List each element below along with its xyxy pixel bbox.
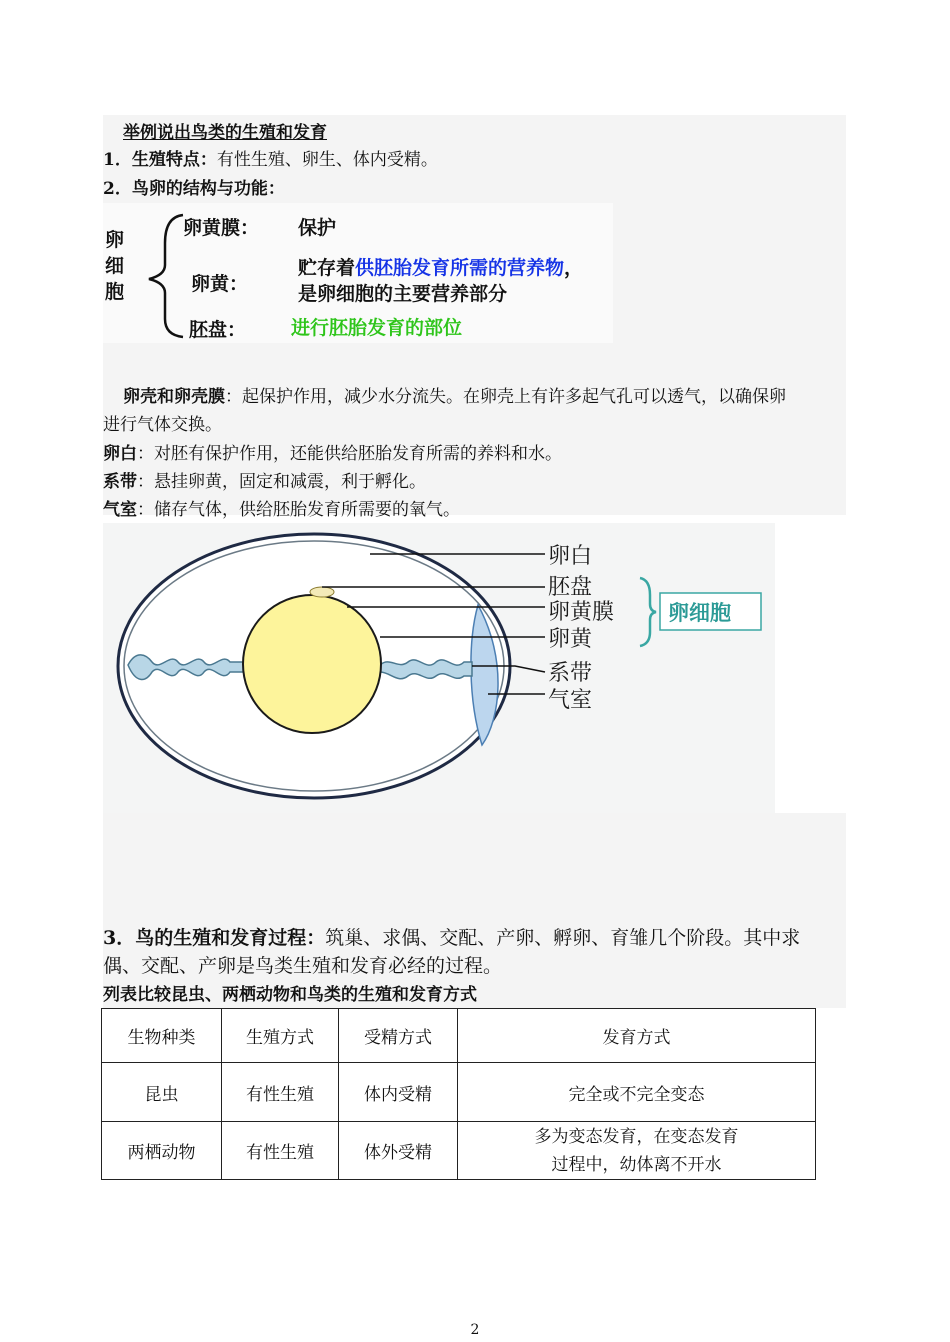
yolk-desc-prefix: 贮存着 bbox=[298, 257, 356, 279]
cell-fertilization: 体外受精 bbox=[339, 1122, 458, 1180]
part-sep: ： bbox=[137, 472, 154, 492]
header-development: 发育方式 bbox=[458, 1009, 816, 1063]
section-heading: 举例说出鸟类的生殖和发育 bbox=[123, 123, 327, 143]
table-caption: 列表比较昆虫、两栖动物和鸟类的生殖和发育方式 bbox=[103, 985, 477, 1005]
diagram-brace-icon bbox=[640, 578, 656, 646]
row-yolk-name: 卵黄： bbox=[191, 273, 249, 295]
part-label: 系带 bbox=[103, 472, 137, 492]
section3-text: 筑巢、求偶、交配、产卵、孵卵、育雏几个阶段。其中求 bbox=[325, 927, 801, 949]
label-yolk: 卵黄 bbox=[548, 627, 593, 652]
cell-organism: 两栖动物 bbox=[102, 1122, 222, 1180]
label-yolk-membrane: 卵黄膜 bbox=[548, 600, 615, 625]
part-sep: ： bbox=[225, 387, 242, 407]
part-text: 储存气体，供给胚胎发育所需要的氧气。 bbox=[154, 500, 460, 520]
cell-organism: 昆虫 bbox=[102, 1063, 222, 1122]
table-row bbox=[102, 1122, 816, 1180]
part-label: 卵白 bbox=[103, 444, 137, 464]
cell-development bbox=[458, 1122, 816, 1180]
item-text: 有性生殖、卵生、体内受精。 bbox=[216, 150, 438, 170]
cell-reproduction: 有性生殖 bbox=[222, 1063, 339, 1122]
group-label-egg-cell: 卵细胞 bbox=[105, 229, 125, 303]
comparison-table bbox=[101, 1008, 816, 1180]
row-yolk-desc-line2: 是卵细胞的主要营养部分 bbox=[298, 283, 508, 305]
part-text: 起保护作用，减少水分流失。在卵壳上有许多起气孔可以透气，以确保卵 bbox=[242, 387, 786, 407]
part-label: 卵壳和卵壳膜 bbox=[123, 387, 225, 407]
table-header-row bbox=[102, 1009, 816, 1063]
part-label: 气室 bbox=[103, 500, 137, 520]
yolk bbox=[243, 595, 381, 733]
item-label: 1．生殖特点： bbox=[103, 150, 217, 170]
part-text: 悬挂卵黄，固定和减震，利于孵化。 bbox=[154, 472, 426, 492]
part-shell-cont: 进行气体交换。 bbox=[103, 415, 222, 435]
label-blastodisc: 胚盘 bbox=[548, 575, 593, 600]
row-blastodisc-name: 胚盘： bbox=[189, 319, 247, 341]
section3-line2: 偶、交配、产卵是鸟类生殖和发育必经的过程。 bbox=[103, 955, 503, 977]
cell-reproduction: 有性生殖 bbox=[222, 1122, 339, 1180]
label-air-cell: 气室 bbox=[548, 688, 593, 713]
row-blastodisc-desc: 进行胚胎发育的部位 bbox=[291, 317, 463, 339]
row-yolk-membrane-name: 卵黄膜： bbox=[183, 217, 260, 239]
table-row bbox=[102, 1063, 816, 1122]
label-chalaza: 系带 bbox=[548, 661, 593, 686]
row-yolk-membrane-desc: 保护 bbox=[298, 217, 337, 239]
header-fertilization: 受精方式 bbox=[339, 1009, 458, 1063]
cell-development-line2: 过程中，幼体离不开水 bbox=[551, 1154, 722, 1175]
cell-fertilization: 体内受精 bbox=[339, 1063, 458, 1122]
label-albumen: 卵白 bbox=[548, 544, 593, 569]
yolk-desc-suffix: ， bbox=[564, 257, 584, 279]
part-sep: ： bbox=[137, 444, 154, 464]
section3-line1 bbox=[103, 925, 800, 951]
part-text: 对胚有保护作用，还能供给胚胎发育所需的养料和水。 bbox=[154, 444, 562, 464]
part-sep: ： bbox=[137, 500, 154, 520]
header-organism: 生物种类 bbox=[102, 1009, 222, 1063]
label-egg-cell-group: 卵细胞 bbox=[668, 601, 731, 625]
blastodisc bbox=[310, 587, 334, 597]
header-reproduction: 生殖方式 bbox=[222, 1009, 339, 1063]
section3-label: 3．鸟的生殖和发育过程： bbox=[103, 927, 326, 949]
cell-development-line1: 多为变态发育，在变态发育 bbox=[534, 1126, 739, 1147]
cell-development: 完全或不完全变态 bbox=[458, 1063, 816, 1122]
page-number: 2 bbox=[470, 1322, 480, 1338]
item-egg-structure: 2．鸟卵的结构与功能： bbox=[103, 179, 285, 199]
yolk-desc-highlight: 供胚胎发育所需的营养物 bbox=[355, 257, 565, 279]
